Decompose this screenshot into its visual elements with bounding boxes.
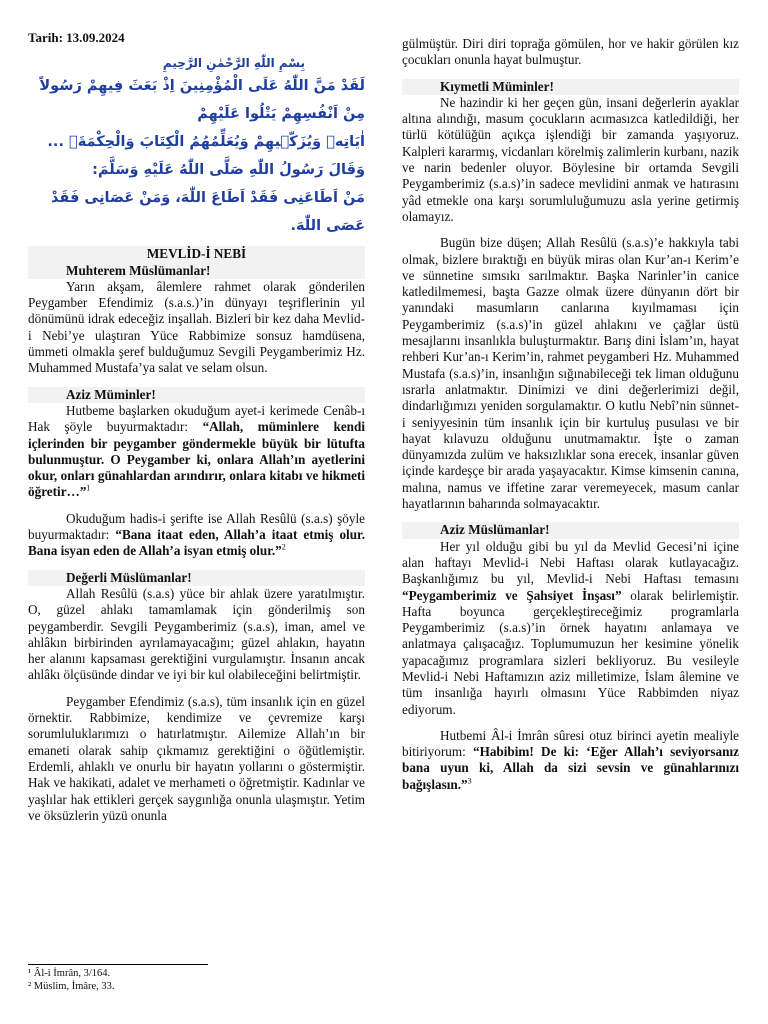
footnotes [28, 967, 115, 993]
footnote: ² Müslim, İmâre, 33. [28, 981, 115, 992]
quote-text: “Allah, müminlere kendi içlerinden bir peygamber göndermekle büyük bir lütufta bulunmuştur. O Peygamber ki, onlara Allah’ın ayetlerini okur, onları günahlardan arındırır, onlara kitabı ve hikmeti öğretir…” [28, 419, 366, 500]
paragraph-text: Hutbemi Âl-i İmrân sûresi otuz birinci ayetin mealiyle bitiriyorum: [402, 727, 739, 760]
paragraph: Ne hazindir ki her geçen gün, insani değerlerin ayaklar altına alındığı, masum çocukların acımasızca katledildiği, her türlü kötülüğün açıkça işlendiği bir zamanda yaşıyoruz. Kalpleri kararmış, vicdanları körelmiş zalimlerin kurbanı, nazik ve narin bedenler oluyor. Böylesine bir ortamda Sevgili Peygamberimiz (s.a.s)’in sadece mevlidini anmak ve hatırasını yâd etmekle ona karşı sorumluluğumuzu asla yerine getirmiş olamayız. [402, 94, 739, 224]
paragraph: Yarın akşam, âlemlere rahmet olarak gönderilen Peygamber Efendimiz (s.a.s.)’in dünyayı teşriflerinin yıl dönümünü idrak edeceğiz inşallah. Bizleri bir kez daha Mevlid-i Nebi’ye ulaştıran Yüce Rabbimize sonsuz hamdüsena, ümmeti olmakla şeref bulduğumuz Sevgili Peygamberimiz Hz. Muhammed Mustafa’ya salat ve selam olsun. [28, 278, 365, 376]
arabic-line: وَقَالَ رَسُولُ اللّٰهِ صَلَّى اللّٰهُ عَلَيْهِ وَسَلَّمَ: [92, 162, 365, 179]
paragraph: Peygamber Efendimiz (s.a.s), tüm insanlık için en güzel örnektir. Rabbimize, kendimize ve çevremize karşı sorumluluklarımızı o hatırlatmıştır. Ailemize Allah’ın bir emaneti olarak sahip çıkmamız gerektiğini o öğütlemiştir. Erdemli, ahlaklı ve onurlu bir hayatın yollarını o göstermiştir. Hak ve hakikati, adalet ve merhameti o öğretmiştir. Kadınlar ve yaşlılar hak ettikleri gerçek saygınlığa onunla ulaşmıştır. Yetim ve öksüzlerin yüzü onunla [28, 693, 365, 823]
arabic-line: مَنْ اَطَاعَنِى فَقَدْ اَطَاعَ اللّٰهَ، وَمَنْ عَصَانِى فَقَدْ عَصَى اللّٰهَ. [51, 190, 365, 235]
right-column [402, 36, 739, 793]
arabic-verse-block [28, 54, 365, 240]
section-heading: Muhterem Müslümanlar! [28, 263, 365, 279]
arabic-line: اٰيَاتِه۪ وَيُزَكّ۪يهِمْ وَيُعَلِّمُهُمُ الْكِتَابَ وَالْحِكْمَةَۚ ... [47, 134, 365, 151]
paragraph-text: Okuduğum hadis-i şerifte ise Allah Resûlü (s.a.s) şöyle buyurmaktadır: [28, 510, 365, 543]
paragraph: gülmüştür. Diri diri toprağa gömülen, hor ve hakir görülen kız çocukları onunla hayat bulmuştur. [402, 36, 739, 68]
footnote: ¹ Âl-i İmrân, 3/164. [28, 968, 111, 979]
section-heading: Aziz Müminler! [28, 387, 365, 403]
paragraph: Allah Resûlü (s.a.s) yüce bir ahlak üzere yaratılmıştır. O, güzel ahlakı tamamlamak için gönderilmiş son peygamberdir. Sevgili Peygamberimiz (s.a.s), iman, amel ve ahlâkın birbirinden ayrılamayacağını; güzel ahlakın, hayatın her alanını kapsaması gerektiğini vurgulamıştır. İnsanın ancak ahlâkı ölçüsünde dindar ve iyi bir kul olabileceğini belirtmiştir. [28, 585, 365, 683]
section-heading: Kıymetli Müminler! [402, 79, 739, 95]
section-heading: Değerli Müslümanlar! [28, 570, 365, 586]
footnote-ref: 2 [281, 542, 286, 552]
paragraph [28, 403, 365, 501]
section-heading: Aziz Müslümanlar! [402, 522, 739, 538]
quote-text: “Bana itaat eden, Allah’a itaat etmiş olur. Bana isyan eden de Allah’a isyan etmiş olur.” [28, 527, 365, 559]
paragraph [402, 728, 739, 793]
paragraph-text: Her yıl olduğu gibi bu yıl da Mevlid Gecesi’ni içine alan haftayı Mevlid-i Nebi Haftası olarak kutlayacağız. Başkanlığımız bu yıl, Mevlid-i Nebi Haftası temasını [402, 538, 739, 587]
paragraph [28, 511, 365, 560]
quote-text: “Habibim! De ki: ‘Eğer Allah’ı seviyorsanız bana uyun ki, Allah da sizi sevsin ve günahlarınızı bağışlasın.” [402, 744, 739, 792]
paragraph-text: olarak belirlemiştir. Hafta boyunca gerçekleştireceğimiz programlarla Peygamberimiz (s.a.s)’in örnek hayatını anlamaya ve anlatmaya çalışacağız. Toplumumuzun her kesimine yönelik yapacağımız programlara sizleri bekliyoruz. Bu vesileyle Mevlid-i Nebi Haftamızın aziz milletimize, İslam âlemine ve tüm insanlığa hayırlı olmasını Yüce Rabbimden niyaz ediyorum. [402, 587, 739, 717]
theme-text: “Peygamberimiz ve Şahsiyet İnşası” [402, 587, 622, 603]
left-column [28, 30, 365, 824]
footnote-ref: 3 [467, 776, 472, 786]
sermon-title: MEVLİD-İ NEBİ [28, 246, 365, 262]
arabic-line: لَقَدْ مَنَّ اللّٰهُ عَلَى الْمُؤْمِنِينَ اِذْ بَعَثَ فِيهِمْ رَسُولاً مِنْ اَنْفُسِهِمْ يَتْلُوا عَلَيْهِمْ [39, 78, 365, 123]
paragraph [402, 539, 739, 718]
footnote-ref: 1 [86, 484, 91, 494]
paragraph: Bugün bize düşen; Allah Resûlü (s.a.s)’e hakkıyla tabi olmak, bizlere bıraktığı en büyük miras olan Kur’an-ı Kerim’e ve sünnetine sımsıkı sarılmaktır. Başka Narinler’in canice katledilmemesi, başta Gazze olmak üzere dünyanın dört bir yanındaki masumların canlarına kıyılmaması için Peygamberimiz (s.a.s)’in güzel ahlakını ve çağlar üstü mesajlarını insanlıkla buluşturmaktır. Barış dini İslam’ın, hayat rehberi Kur’an-ı Kerim’in, rahmet peygamberi Hz. Muhammed Mustafa (s.a.s)’in, insanlığın sığınabileceği tek liman olduğunu ısrarla anlatmaktır. Dinimizi ve dini değerlerimizi değil, dindarlığımızı yeniden sorgulamaktır. O kutlu Nebî’nin sünnet-i seniyyesinin tüm insanlık için bir kurtuluş pusulası ve bir hayat kılavuzu olduğunu unutmamaktır. İşte o zaman dünyamızda zulüm ve haksızlıklar sona erecek, insanlar güven içinde kardeşçe bir arada yaşayacaktır. Kimse kimsenin canına, malına, namus ve iffetine zarar veremeyecek, masum canlar hayatlarının baharında solmayacaktır. [402, 235, 739, 512]
footnote-divider [28, 964, 208, 965]
date: Tarih: 13.09.2024 [28, 30, 125, 45]
paragraph-text: Hutbeme başlarken okuduğum ayet-i kerimede Cenâb-ı Hak şöyle buyurmaktadır: [28, 402, 365, 435]
basmala: بِسْمِ اللّٰهِ الرَّحْمٰنِ الرَّحِيمِ [162, 56, 305, 71]
